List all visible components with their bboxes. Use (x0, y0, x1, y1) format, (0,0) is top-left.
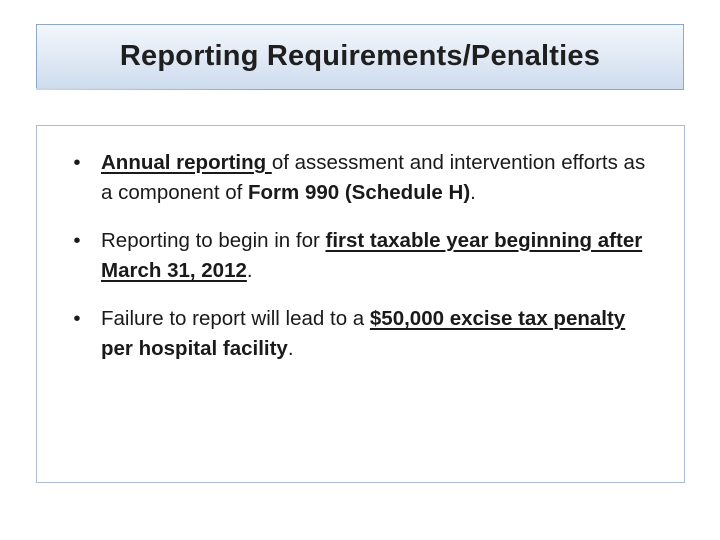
bullet-item-penalty (67, 304, 654, 364)
title-banner (36, 24, 684, 90)
content-panel (36, 125, 685, 483)
bullet-1-emphasis: Annual reporting (101, 151, 272, 174)
bullet-item-reporting-start (67, 226, 654, 286)
bullet-icon: • (73, 151, 81, 174)
bullet-1-text: of assessment and intervention efforts as a component of (101, 151, 646, 204)
bullet-3-end: . (287, 337, 294, 360)
title-divider (36, 88, 266, 90)
bullet-1-form: Form 990 (Schedule H) (248, 181, 471, 204)
bullet-1-end: . (470, 181, 476, 204)
bullet-list (67, 148, 654, 364)
bullet-item-annual-reporting (67, 148, 654, 208)
bullet-icon: • (73, 229, 81, 252)
bullet-2-emphasis: first taxable year beginning after March 31, 2012 (101, 229, 643, 282)
page-title: Reporting Requirements/Penalties (119, 39, 601, 72)
bullet-3-facility: per hospital facility (101, 337, 288, 360)
bullet-3-emphasis: $50,000 excise tax penalty (369, 307, 626, 330)
bullet-3-text: Failure to report will lead to a (101, 307, 370, 330)
bullet-icon: • (73, 307, 81, 330)
bullet-2-text: Reporting to begin in for (101, 229, 326, 252)
bullet-2-end: . (246, 259, 253, 282)
